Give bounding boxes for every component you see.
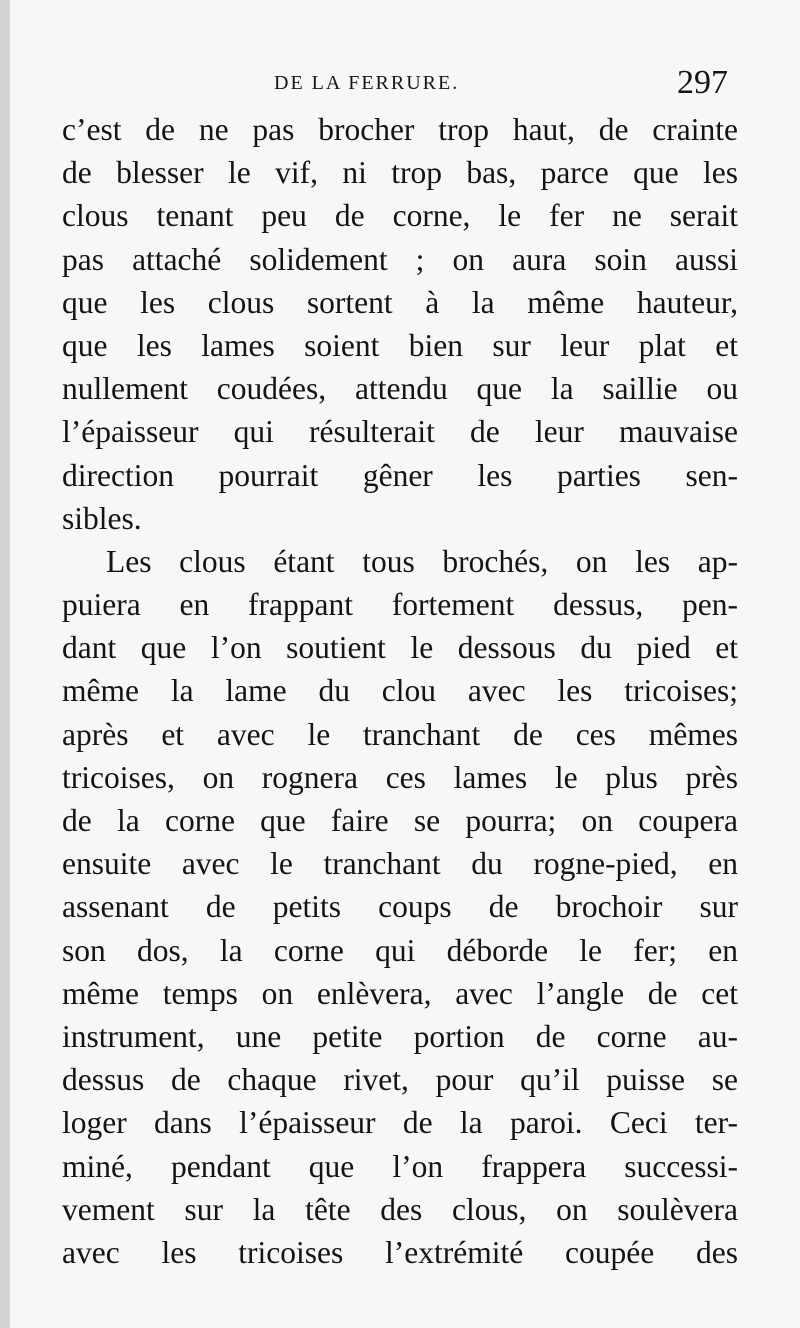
text-line: miné, pendant que l’on frappera successi- [62, 1148, 738, 1184]
text-line: instrument, une petite portion de corne au- [62, 1018, 738, 1054]
text-line: ensuite avec le tranchant du rogne-pied, en [62, 846, 738, 882]
text-line: même temps on enlèvera, avec l’angle de cet [62, 975, 738, 1011]
text-line: après et avec le tranchant de ces mêmes [62, 716, 738, 752]
text-line: tricoises, on rognera ces lames le plus près [62, 759, 738, 795]
book-page [10, 0, 800, 1328]
paragraph-1 [62, 108, 738, 540]
page-left-edge [0, 0, 10, 1328]
text-line: avec les tricoises l’extrémité coupée des [62, 1234, 738, 1270]
text-line: que les clous sortent à la même hauteur, [62, 284, 738, 320]
text-line: vement sur la tête des clous, on soulèvera [62, 1191, 738, 1227]
running-title: DE LA FERRURE. [274, 72, 460, 94]
text-line: l’épaisseur qui résulterait de leur mauvaise [62, 414, 738, 450]
text-line: assenant de petits coups de brochoir sur [62, 889, 738, 925]
body-text [62, 108, 738, 1274]
text-line: sibles. [62, 500, 142, 536]
text-line: son dos, la corne qui déborde le fer; en [62, 932, 738, 968]
text-line: dant que l’on soutient le dessous du pied et [62, 630, 738, 666]
text-line: de blesser le vif, ni trop bas, parce que les [62, 155, 738, 191]
text-line: même la lame du clou avec les tricoises; [62, 673, 738, 709]
text-line: pas attaché solidement ; on aura soin aussi [62, 241, 738, 277]
text-line: loger dans l’épaisseur de la paroi. Ceci ter- [62, 1105, 738, 1141]
text-line: nullement coudées, attendu que la saillie ou [62, 371, 738, 407]
text-line: direction pourrait gêner les parties sen- [62, 457, 738, 493]
text-line: clous tenant peu de corne, le fer ne serait [62, 198, 738, 234]
text-line: c’est de ne pas brocher trop haut, de crainte [62, 112, 738, 147]
text-line: de la corne que faire se pourra; on coupera [62, 803, 738, 838]
paragraph-2 [62, 540, 738, 1274]
text-line: Les clous étant tous brochés, on les ap- [106, 543, 738, 579]
text-line: puiera en frappant fortement dessus, pen- [62, 587, 738, 623]
page-number: 297 [677, 64, 728, 101]
text-line: dessus de chaque rivet, pour qu’il puisse se [62, 1062, 738, 1098]
page-header [10, 66, 800, 106]
text-line: que les lames soient bien sur leur plat et [62, 327, 738, 363]
